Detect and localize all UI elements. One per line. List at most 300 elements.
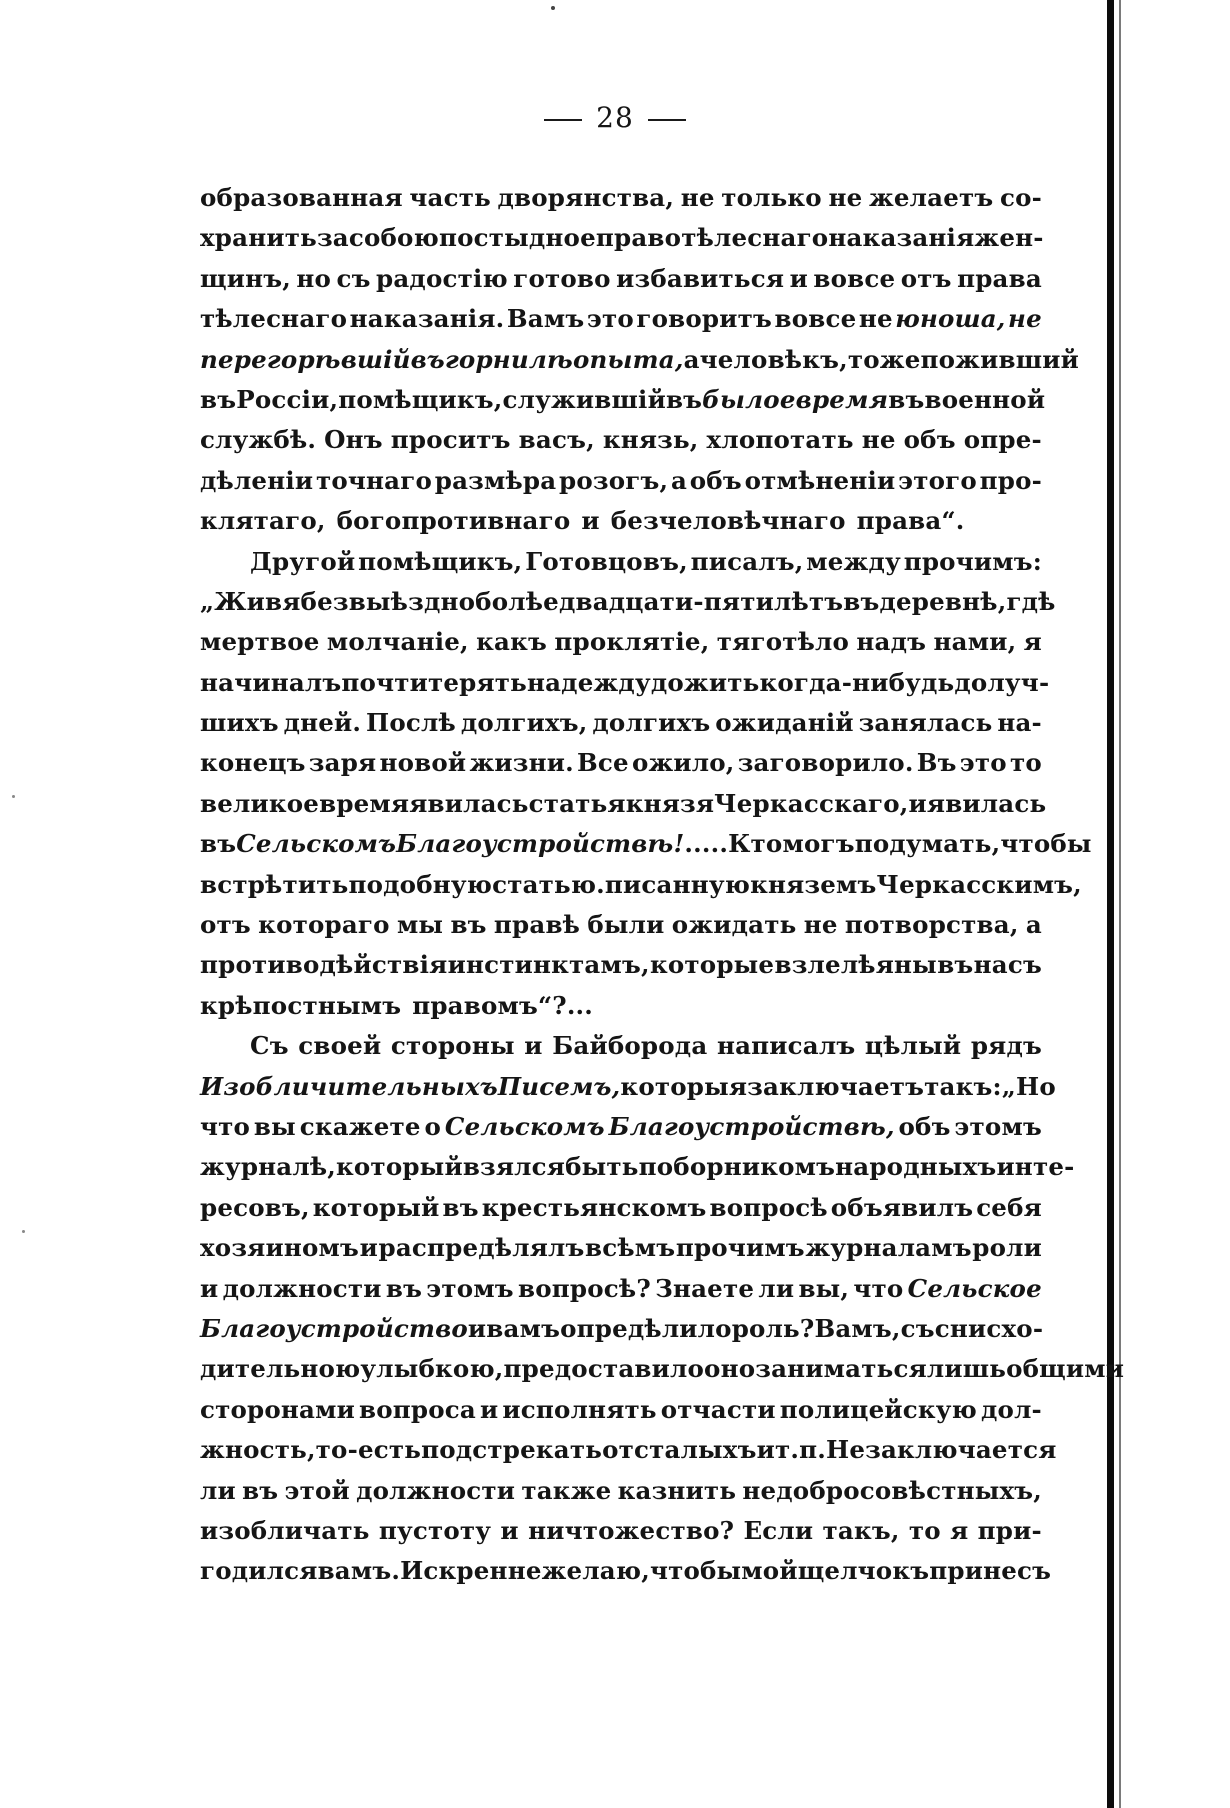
word: желаю,: [541, 1556, 650, 1586]
text-line: [200, 1430, 1057, 1470]
word: дворянства,: [497, 183, 675, 212]
word: не: [1008, 304, 1042, 334]
word: вовсе: [774, 304, 857, 334]
word: Благоустройствѣ,: [608, 1111, 895, 1141]
word: а: [683, 344, 700, 374]
word: молчаніе,: [326, 627, 469, 657]
word: инстинктамъ,: [447, 950, 650, 980]
text-line: [200, 1067, 1056, 1107]
word: какъ: [476, 627, 547, 657]
word: а: [670, 465, 688, 495]
body-text: [200, 178, 1125, 1592]
word: полицейскую: [779, 1394, 977, 1424]
word: постыдное: [438, 223, 596, 253]
text-line: [200, 663, 1050, 703]
word: этой: [284, 1475, 350, 1505]
word: чтобы: [1000, 829, 1092, 859]
word: время: [319, 788, 410, 818]
word: почти: [341, 667, 428, 697]
word: этомъ: [426, 1273, 514, 1303]
word: которые: [649, 950, 775, 980]
word: распредѣлялъ: [378, 1233, 585, 1263]
dash-right: [648, 119, 686, 121]
word: дительною: [200, 1354, 361, 1384]
text-line: [200, 582, 1056, 622]
text-line: [200, 1551, 1052, 1591]
word: радостію: [376, 263, 508, 293]
word: въ: [200, 384, 237, 414]
word: дожить: [650, 667, 760, 697]
word: и: [756, 1435, 775, 1465]
word: хозяиномъ: [200, 1233, 360, 1263]
word: всѣмъ: [585, 1233, 676, 1263]
word: объ: [898, 1111, 951, 1141]
text-line: [200, 380, 1046, 420]
word: луч-: [987, 667, 1050, 697]
word: проситъ: [390, 425, 511, 455]
word: двадцати-пяти: [558, 586, 774, 616]
word: Съ: [250, 1031, 289, 1061]
word: жен-: [974, 223, 1044, 253]
word: котораго: [258, 910, 390, 940]
word: конецъ: [200, 748, 306, 778]
word: отмѣненіи: [744, 465, 896, 495]
ink-speck: [12, 795, 15, 798]
word: своей: [298, 1031, 382, 1061]
word: дней.: [283, 708, 362, 738]
word: пустоту: [378, 1515, 492, 1545]
word: собою: [348, 223, 439, 253]
word: вопросѣ?: [518, 1273, 651, 1303]
word: статья: [528, 788, 626, 818]
word: явилась: [409, 788, 529, 818]
word: но: [296, 263, 332, 293]
word: явилась: [926, 788, 1047, 818]
word: стороны: [390, 1031, 515, 1061]
word: который: [336, 1152, 463, 1182]
word: годился: [200, 1556, 318, 1586]
text-line: [200, 259, 1042, 299]
word: болѣе: [475, 586, 559, 616]
word: заключается: [865, 1435, 1057, 1465]
word: терять: [427, 667, 527, 697]
ink-speck: [551, 6, 555, 10]
word: помѣщикъ,: [338, 384, 503, 414]
word: Готовцовъ,: [525, 546, 688, 576]
word: роли: [972, 1233, 1042, 1263]
word: Благоустройство: [200, 1313, 468, 1343]
word: опредѣлило: [560, 1313, 732, 1343]
word: и: [908, 788, 927, 818]
word: Вамъ: [506, 304, 585, 334]
word: скажете: [299, 1111, 421, 1141]
word: Послѣ: [366, 708, 456, 738]
text-line: [200, 622, 1042, 662]
word: которыя: [620, 1071, 748, 1101]
word: желаетъ: [868, 183, 994, 212]
text-line: [200, 1390, 1042, 1430]
word: не: [828, 183, 863, 212]
word: права: [957, 263, 1042, 293]
word: изобличать: [200, 1515, 370, 1545]
text-line: [200, 178, 1042, 218]
word: Не: [825, 1435, 866, 1465]
word: инте-: [996, 1152, 1075, 1182]
word: права“.: [856, 506, 965, 536]
ink-speck: [22, 1230, 25, 1233]
word: ожиданій: [715, 708, 854, 738]
word: про-: [979, 465, 1042, 495]
word: розогъ,: [559, 465, 669, 495]
word: подобную: [348, 869, 493, 899]
word: опре-: [963, 425, 1042, 455]
word: предоставило: [503, 1354, 705, 1384]
word: должности: [356, 1475, 516, 1505]
dash-left: [544, 119, 582, 121]
text-line: [200, 218, 1042, 258]
word: въ: [385, 1273, 423, 1303]
word: противодѣйствія: [200, 950, 448, 980]
word: тѣлеснаго: [681, 223, 829, 253]
word: со-: [999, 183, 1042, 212]
word: когда-нибудь: [759, 667, 955, 697]
word: а: [1025, 910, 1042, 940]
word: дол-: [981, 1394, 1042, 1424]
word: лѣтъ: [773, 586, 844, 616]
word: крѣпостнымъ: [200, 990, 402, 1020]
word: поборникомъ: [638, 1152, 836, 1182]
word: я: [1023, 627, 1042, 657]
word: улыбкою,: [360, 1354, 504, 1384]
word: лишь: [926, 1354, 1007, 1384]
word: и: [524, 1031, 543, 1061]
word: роль?: [731, 1313, 815, 1343]
word: перегорѣвшій: [200, 344, 411, 374]
word: право: [595, 223, 682, 253]
text-line: [200, 865, 1082, 905]
word: ожило,: [631, 748, 735, 778]
word: правомъ“?...: [412, 990, 594, 1020]
word: себя: [976, 1192, 1042, 1222]
word: тяготѣло: [716, 627, 850, 657]
text-line: [200, 1188, 1042, 1228]
word: Если: [743, 1515, 814, 1545]
text-line: [200, 743, 1042, 783]
word: сторонами: [200, 1394, 355, 1424]
text-line: [200, 1511, 1042, 1551]
word: объявилъ: [830, 1192, 974, 1222]
word: этомъ: [954, 1111, 1042, 1141]
word: не: [858, 304, 893, 334]
word: и: [467, 1313, 487, 1343]
word: Благоустройствѣ!: [396, 829, 685, 859]
word: наказанія.: [349, 304, 505, 334]
text-line: [200, 1107, 1042, 1147]
word: жность,: [200, 1435, 316, 1465]
word: Черкасскимъ,: [876, 869, 1082, 899]
word: великое: [200, 788, 320, 818]
word: готово: [513, 263, 611, 293]
word: общими: [1006, 1354, 1125, 1384]
word: нами,: [933, 627, 1017, 657]
word: чтобы: [649, 1556, 742, 1586]
text-line: [200, 420, 1042, 460]
word: отъ: [200, 910, 251, 940]
word: ли: [758, 1273, 795, 1303]
word: крестьянскомъ: [481, 1192, 707, 1222]
word: въ: [665, 384, 703, 414]
word: княземъ: [750, 869, 877, 899]
text-line: [200, 542, 1042, 582]
text-line: [200, 824, 1092, 864]
word: вы,: [798, 1273, 850, 1303]
word: въ: [843, 586, 880, 616]
word: князь,: [602, 425, 699, 455]
word: между: [806, 546, 901, 576]
word: писанную: [604, 869, 751, 899]
text-line: [200, 703, 1042, 743]
word: занялась: [858, 708, 993, 738]
word: васъ,: [518, 425, 595, 455]
word: отъ: [900, 263, 952, 293]
word: который: [312, 1192, 440, 1222]
word: за: [316, 223, 349, 253]
word: мы: [396, 910, 444, 940]
word: мой: [741, 1556, 798, 1586]
word: ничтожество?: [528, 1515, 735, 1545]
word: такъ,: [822, 1515, 900, 1545]
text-line: [200, 1269, 1042, 1309]
word: прочимъ: [675, 1233, 805, 1263]
word: то: [908, 1515, 941, 1545]
word: .....Кто: [684, 829, 783, 859]
word: казнить: [617, 1475, 737, 1505]
word: снисхо-: [934, 1313, 1044, 1343]
word: Писемъ,: [497, 1071, 621, 1101]
text-line: [200, 1349, 1125, 1389]
word: народныхъ: [835, 1152, 997, 1182]
word: хранить: [200, 223, 317, 253]
word: до: [954, 667, 988, 697]
word: Все: [576, 748, 629, 778]
word: не: [803, 910, 838, 940]
word: въ: [442, 1192, 479, 1222]
word: дѣленіи: [200, 465, 314, 495]
word: исполнять: [502, 1394, 657, 1424]
word: то-есть: [315, 1435, 422, 1465]
word: избавиться: [616, 263, 785, 293]
word: статью.: [492, 869, 605, 899]
word: часть: [409, 183, 491, 212]
word: Россіи,: [236, 384, 339, 414]
word: Онъ: [324, 425, 383, 455]
word: рядъ: [970, 1031, 1042, 1061]
word: т.: [774, 1435, 800, 1465]
word: не: [861, 425, 896, 455]
word: размѣра: [434, 465, 557, 495]
text-line: [200, 461, 1042, 501]
word: заговорило.: [737, 748, 914, 778]
word: заключаетъ: [747, 1071, 925, 1101]
word: быть: [565, 1152, 639, 1182]
word: встрѣтить: [200, 869, 349, 899]
text-line: [200, 340, 1079, 380]
word: и: [789, 263, 808, 293]
word: надъ: [856, 627, 927, 657]
word: вовсе: [813, 263, 896, 293]
word: подстрекать: [421, 1435, 603, 1465]
word: насъ: [973, 950, 1042, 980]
word: Сельскомъ: [444, 1111, 605, 1141]
word: заниматься: [755, 1354, 927, 1384]
text-line: [200, 1147, 1075, 1187]
text-line: [200, 1471, 1042, 1511]
word: горнилѣ: [444, 344, 573, 374]
word: вамъ: [486, 1313, 561, 1343]
word: безвыѣздно: [300, 586, 476, 616]
word: ожидать: [671, 910, 797, 940]
word: недобросовѣстныхъ,: [742, 1475, 1042, 1505]
word: гдѣ: [1006, 586, 1056, 616]
word: Черкасскаго,: [714, 788, 909, 818]
word: долгихъ,: [460, 708, 588, 738]
word: Сельскомъ: [236, 829, 397, 859]
word: Знаете: [655, 1273, 755, 1303]
word: о: [424, 1111, 442, 1141]
word: взлелѣяны: [774, 950, 937, 980]
word: принесъ: [929, 1556, 1052, 1586]
word: что: [853, 1273, 904, 1303]
word: въ: [242, 1475, 279, 1505]
word: съ: [336, 263, 371, 293]
word: говоритъ: [636, 304, 772, 334]
word: юноша,: [895, 304, 1006, 334]
word: проклятіе,: [554, 627, 710, 657]
word: жизни.: [469, 748, 574, 778]
word: потворства,: [844, 910, 1019, 940]
word: вамъ.: [317, 1556, 401, 1586]
word: Вамъ,: [814, 1313, 901, 1343]
word: цѣлый: [864, 1031, 962, 1061]
word: и: [581, 506, 600, 536]
word: военной: [924, 384, 1046, 414]
word: время: [795, 384, 889, 414]
word: взялся: [462, 1152, 566, 1182]
word: оно: [704, 1354, 756, 1384]
word: заря: [308, 748, 377, 778]
word: былое: [702, 384, 796, 414]
word: и: [480, 1394, 499, 1424]
word: „Живя: [200, 586, 301, 616]
word: такъ:: [924, 1071, 1002, 1101]
text-line: [200, 905, 1042, 945]
word: что: [200, 1111, 251, 1141]
word: щинъ,: [200, 263, 291, 293]
word: въ: [888, 384, 925, 414]
word: прочимъ:: [903, 546, 1042, 576]
word: въ: [450, 910, 487, 940]
word: князя: [625, 788, 715, 818]
word: деревнѣ,: [879, 586, 1007, 616]
word: должности: [222, 1273, 382, 1303]
text-line: [200, 945, 1042, 985]
word: вопроса: [359, 1394, 476, 1424]
word: точнаго: [315, 465, 432, 495]
word: и: [200, 1273, 219, 1303]
word: п.: [799, 1435, 826, 1465]
word: при-: [977, 1515, 1042, 1545]
text-line: [200, 784, 1047, 824]
word: долгихъ: [592, 708, 711, 738]
word: только: [721, 183, 822, 212]
word: Сельское: [907, 1273, 1042, 1303]
word: и: [500, 1515, 519, 1545]
page-number-header: [0, 101, 1230, 134]
word: служившій: [502, 384, 666, 414]
text-line: [200, 986, 1042, 1026]
word: Искренне: [400, 1556, 542, 1586]
word: были: [587, 910, 665, 940]
word: это: [586, 304, 634, 334]
word: богопротивнаго: [336, 506, 571, 536]
word: помѣщикъ,: [358, 546, 523, 576]
page-number: 28: [596, 101, 634, 134]
word: съ: [900, 1313, 935, 1343]
word: щелчокъ: [797, 1556, 930, 1586]
word: вы: [253, 1111, 296, 1141]
word: писалъ,: [690, 546, 804, 576]
text-line: [200, 1228, 1042, 1268]
word: Изобличительныхъ: [200, 1071, 498, 1101]
word: на-: [997, 708, 1042, 738]
word: наказанія: [828, 223, 975, 253]
word: я: [950, 1515, 969, 1545]
word: человѣкъ,: [699, 344, 848, 374]
word: не: [680, 183, 715, 212]
word: подумать,: [854, 829, 1001, 859]
word: поживший: [920, 344, 1079, 374]
word: ли: [200, 1475, 236, 1505]
word: отсталыхъ: [602, 1435, 757, 1465]
text-line: [200, 299, 1042, 339]
word: образованная: [200, 183, 403, 212]
text-line: [200, 1026, 1042, 1066]
word: и: [359, 1233, 378, 1263]
word: хлопотать: [706, 425, 854, 455]
word: опыта,: [572, 344, 684, 374]
word: это: [959, 748, 1007, 778]
word: этого: [898, 465, 977, 495]
word: клятаго,: [200, 506, 326, 536]
word: въ: [200, 829, 237, 859]
text-line: [200, 1309, 1042, 1349]
word: ресовъ,: [200, 1192, 310, 1222]
word: отчасти: [660, 1394, 776, 1424]
word: журналамъ: [805, 1233, 972, 1263]
word: журналѣ,: [200, 1152, 336, 1182]
word: то: [1009, 748, 1042, 778]
word: мертвое: [200, 627, 320, 657]
word: новой: [379, 748, 467, 778]
word: Байборода: [552, 1031, 708, 1061]
word: Въ: [916, 748, 957, 778]
word: службѣ.: [200, 425, 317, 455]
page-edge-shadow-inner: [1119, 0, 1121, 1808]
text-line: [200, 501, 1042, 541]
word: также: [521, 1475, 612, 1505]
word: могъ: [782, 829, 855, 859]
word: тѣлеснаго: [200, 304, 348, 334]
